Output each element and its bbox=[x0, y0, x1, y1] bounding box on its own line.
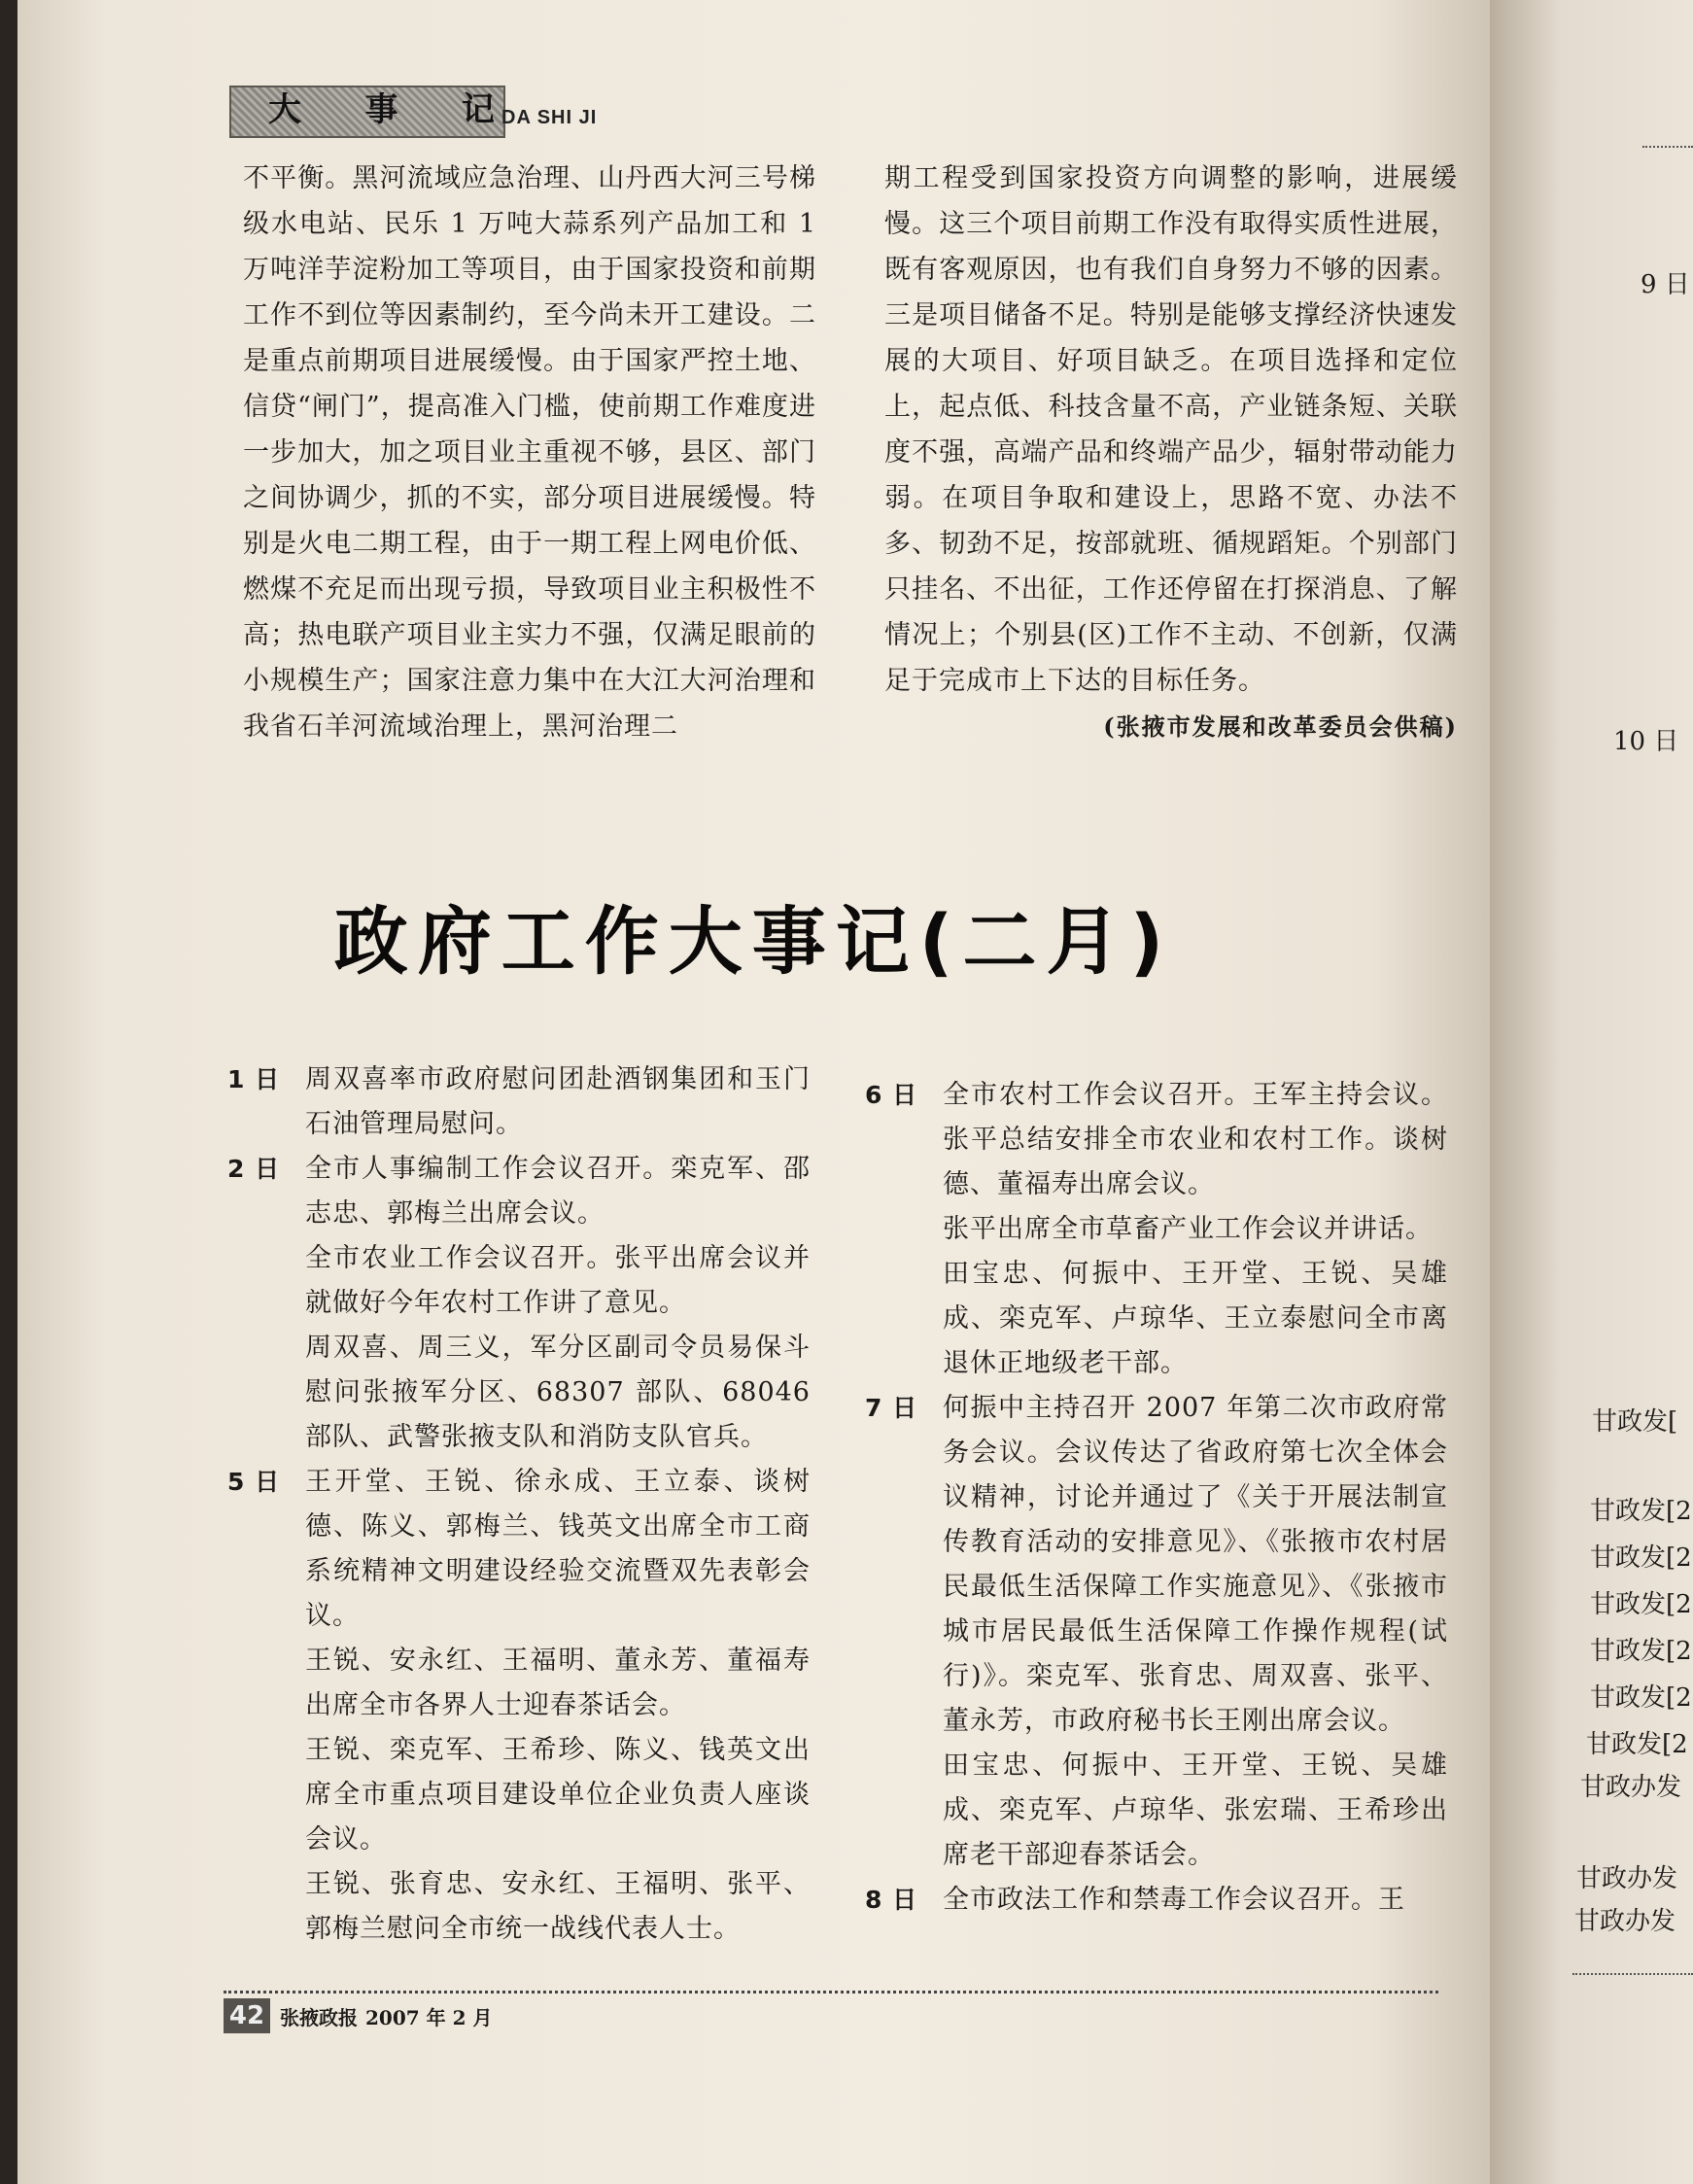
footer-divider bbox=[224, 1991, 1438, 1993]
day-entry bbox=[865, 1878, 1448, 1923]
entry-text: 田宝忠、何振中、王开堂、王锐、吴雄成、栾克军、卢琼华、王立泰慰问全市离退休正地级老干部。 bbox=[943, 1259, 1448, 1378]
section-title: 大 事 记 bbox=[268, 91, 522, 128]
entries-left-column bbox=[227, 1057, 811, 1952]
entry-text: 田宝忠、何振中、王开堂、王锐、吴雄成、栾克军、卢琼华、张宏瑞、王希珍出席老干部迎春茶话会。 bbox=[943, 1751, 1448, 1870]
adjacent-page-text: 甘政发[2 bbox=[1586, 1730, 1688, 1759]
publication-date: 2007 年 2 月 bbox=[365, 2006, 493, 2029]
magazine-page bbox=[17, 0, 1490, 2184]
section-pinyin: DA SHI JI bbox=[501, 107, 598, 128]
entry-text: 何振中主持召开 2007 年第二次市政府常务会议。会议传达了省政府第七次全体会议精神，讨论并通过了《关于开展法制宣传教育活动的安排意见》、《张掖市农村居民最低生活保障工作实施意见》、《张掖市城市居民最低生活保障工作操作规程(试行)》。栾克军、张育忠、周双喜、张平、董永芳，市政府秘书长王刚出席会议。 bbox=[943, 1393, 1448, 1736]
adjacent-page-text: 甘政发[ bbox=[1592, 1407, 1678, 1437]
entry-text: 王锐、栾克军、王希珍、陈义、钱英文出席全市重点项目建设单位企业负责人座谈会议。 bbox=[305, 1735, 811, 1855]
adjacent-page-text: 甘政办发 bbox=[1574, 1907, 1676, 1936]
day-label: 8 日 bbox=[865, 1886, 918, 1914]
page-number: 42 bbox=[224, 1998, 270, 2033]
day-entry bbox=[227, 1057, 811, 1147]
top-article-right-column bbox=[884, 156, 1458, 704]
top-article-left-column bbox=[243, 156, 816, 749]
entry-text: 王开堂、王锐、徐永成、王立泰、谈树德、陈义、郭梅兰、钱英文出席全市工商系统精神文明建设经验交流暨双先表彰会议。 bbox=[305, 1467, 811, 1631]
day-entry bbox=[865, 1386, 1448, 1878]
adjacent-page-text: 10 日 bbox=[1613, 727, 1679, 756]
adjacent-page-text: 甘政发[2 bbox=[1590, 1497, 1692, 1526]
day-label: 7 日 bbox=[865, 1394, 918, 1422]
entries-right-column bbox=[865, 1073, 1448, 1923]
entry-text: 全市政法工作和禁毒工作会议召开。王 bbox=[943, 1885, 1405, 1915]
day-entry bbox=[865, 1073, 1448, 1386]
entry-text: 王锐、安永红、王福明、董永芳、董福寿出席全市各界人士迎春茶话会。 bbox=[305, 1646, 811, 1720]
adjacent-page-text: 9 日 bbox=[1641, 270, 1690, 299]
day-label: 1 日 bbox=[227, 1065, 281, 1093]
adjacent-page-text: 甘政发[2 bbox=[1590, 1543, 1692, 1573]
entry-text: 周双喜、周三义，军分区副司令员易保斗慰问张掖军分区、68307 部队、68046 部队、武警张掖支队和消防支队官兵。 bbox=[305, 1333, 811, 1452]
day-label: 6 日 bbox=[865, 1081, 918, 1109]
day-label: 2 日 bbox=[227, 1155, 281, 1183]
entry-text: 王锐、张育忠、安永红、王福明、张平、郭梅兰慰问全市统一战线代表人士。 bbox=[305, 1869, 811, 1944]
adjacent-page-rule bbox=[1572, 1973, 1693, 1975]
adjacent-page-text: 甘政办发 bbox=[1580, 1773, 1682, 1802]
adjacent-page-text: 甘政办发 bbox=[1576, 1864, 1678, 1893]
paragraph: 期工程受到国家投资方向调整的影响，进展缓慢。这三个项目前期工作没有取得实质性进展，既有客观原因，也有我们自身努力不够的因素。三是项目储备不足。特别是能够支撑经济快速发展的大项目、好项目缺乏。在项目选择和定位上，起点低、科技含量不高，产业链条短、关联度不强，高端产品和终端产品少，辐射带动能力弱。在项目争取和建设上，思路不宽、办法不多、韧劲不足，按部就班、循规蹈矩。个别部门只挂名、不出征，工作还停留在打探消息、了解情况上；个别县(区)工作不主动、不创新，仅满足于完成市上下达的目标任务。 bbox=[884, 163, 1458, 696]
day-entry bbox=[227, 1460, 811, 1952]
publication-name: 张掖政报 bbox=[280, 2006, 358, 2029]
article-credit: (张掖市发展和改革委员会供稿) bbox=[1103, 712, 1458, 741]
adjacent-page bbox=[1490, 0, 1693, 2184]
entry-text: 全市农村工作会议召开。王军主持会议。张平总结安排全市农业和农村工作。谈树德、董福寿出席会议。 bbox=[943, 1080, 1448, 1199]
adjacent-page-text: 甘政发[2 bbox=[1590, 1590, 1692, 1619]
adjacent-page-text: 甘政发[2 bbox=[1590, 1683, 1692, 1713]
paragraph: 不平衡。黑河流域应急治理、山丹西大河三号梯级水电站、民乐 1 万吨大蒜系列产品加工和 1 万吨洋芋淀粉加工等项目，由于国家投资和前期工作不到位等因素制约，至今尚未开工建设。二是重点前期项目进展缓慢。由于国家严控土地、信贷“闸门”，提高准入门槛，使前期工作难度进一步加大，加之项目业主重视不够，县区、部门之间协调少，抓的不实，部分项目进展缓慢。特别是火电二期工程，由于一期工程上网电价低、燃煤不充足而出现亏损，导致项目业主积极性不高；热电联产项目业主实力不强，仅满足眼前的小规模生产；国家注意力集中在大江大河治理和我省石羊河流域治理上，黑河治理二 bbox=[243, 163, 816, 742]
day-entry bbox=[227, 1147, 811, 1460]
adjacent-page-rule bbox=[1642, 146, 1693, 148]
entry-text: 全市人事编制工作会议召开。栾克军、邵志忠、郭梅兰出席会议。 bbox=[305, 1154, 811, 1229]
day-label: 5 日 bbox=[227, 1468, 281, 1496]
entry-text: 全市农业工作会议召开。张平出席会议并就做好今年农村工作讲了意见。 bbox=[305, 1243, 811, 1318]
adjacent-page-text: 甘政发[2 bbox=[1590, 1637, 1692, 1666]
article-title: 政府工作大事记(二月) bbox=[333, 898, 1174, 985]
entry-text: 周双喜率市政府慰问团赴酒钢集团和玉门石油管理局慰问。 bbox=[305, 1064, 811, 1139]
entry-text: 张平出席全市草畜产业工作会议并讲话。 bbox=[943, 1214, 1433, 1244]
